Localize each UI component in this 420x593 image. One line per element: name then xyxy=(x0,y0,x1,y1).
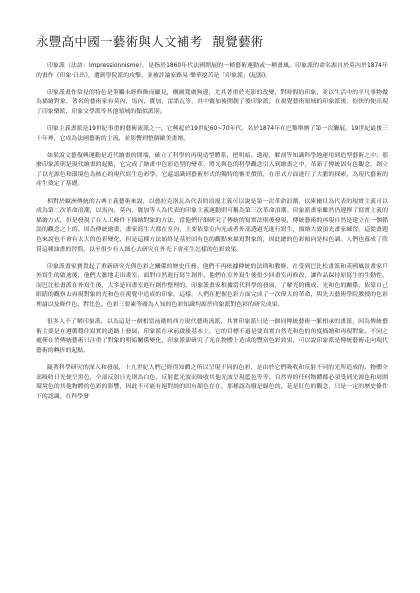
paragraph-3: 印象主義畫派是19世紀事重的藝術流派之一，它興起於19世紀60~70年代，名於1874年在巴黎舉辦了第一次聯展，19世紀最後三十年裡，它成為法國藝術的主流，並影響到整個歐美畫壇。 xyxy=(36,125,388,142)
paragraph-5: 相對於歐洲傳統的古典主義藝術來說，以德拉克洛瓦為代表的浪漫主義可以說是第一次革命浪潮，以庫爾貝為代表的現實主義可以成為第二次革命浪潮，以馬內、莫內、竇加等人為代表的印象主義運動則可稱為第三次革命浪潮。印象派畫家雖然仍遵擇了寫實主義的描繪方式，但是發現了在人工條件下描繪對象的方法，當他們仔細研究了傳統的寫實法則後發現，傳統藝術的再現自然是建立在一個錯誤的觀念之上的。因為傳統繪畫，畫家寫生大都在室內，主要依靠室內光或者外部透過光進行寫生，描繪大致頂光畫家練習。這從畫題色來說也不會有太大的色彩變化，但是這種方法始終是基於固有色的觀點來描寫對象的，因此總的色彩傾向是棕色調。人們也養成了欣賞這種油畫的習慣，以至很少有人細心去研究在外光下會產生怎樣的色彩效果。 xyxy=(36,198,388,253)
paragraph-6: 印象派畫家寶貴起了重新研究光與色彩之關係的歷史任務。他們不再依據傳統的法則和教條，在受到巴比松畫派和英國風景畫家戶外寫生的啟迪後，他們大膽地走出畫室，面對自然進行寫生創作。他們在室外寫生後很少回畫室再修改，讓作品保持原寫生的生動性。而巴比松畫派在外寫生後，大多是回畫室進行創作整理的。印象派畫家根據當代科學的發展，了解光的構成、光和色的關係、依靠自己眼睛的觀察去再現對象的光和色在視覺中造成的印象。這樣，人們在把握色彩方面完成了一次偉大的革命，與先天藝術學院教授的色彩理論以及條件色、對比色、色彩三要素等廣為人知的色彩知識均源於印象派對色彩的研究成果。 xyxy=(36,263,388,308)
document-page xyxy=(36,32,388,410)
paragraph-1: 印象派（法語：Impressionnisme），是指於1860年代法國開展的一種藝術運動或一種畫風。印象派的命名源自於莫內於1874年的畫作《印象·日出》，遭到學院派的攻擊，並被評論家路易·樂華挖苦是「印象派」(起源)。 xyxy=(36,63,388,79)
author-name: 靚覺藝術 xyxy=(212,34,264,49)
paragraph-7: 很多人不了解印象派，以為這是一個相當前衛的西方現代藝術流派，其實印象派只是一個同傳統藝術一脈相承的畫派，因為傳統藝術主要是在遵循穩住寫實的道路上發展，印象派在承前啟後基本上，它的目標不過是要真實自然光和色的角度描繪和再現對象。不同之處僅在於傳統藝術只注重了對象的明暗關係變化，印象派卻研究了光在物體上造成的豐富色彩效果，可以說印象派是傳統藝術走向現代藝術的轉折的起點。 xyxy=(36,319,388,354)
paragraph-4: 如果說文藝復興運動是近代繪畫的開端，確立了科學的再現造型體系，把明暗、透視、解剖等知識科學地運用到造型藝術之中；那麼印象派則是現代繪畫的起點，它完成了繪畫中色彩造型的變革，將光與色的科學觀念引入到繪畫之中，革新了傳統固有色觀念，創立了以光源色和環境色為核心的現代寫生色彩學。它還認識到藝術形式的獨特的審美價值，在形式方面進行了大膽的探索，為現代藝術的產生奠定了基礎。 xyxy=(36,152,388,188)
document-title xyxy=(36,32,388,50)
paragraph-2: 印象派畫作常見的特色是筆觸未經修飾而顯見，構圖寬廣無邊，尤其著重於光影的改變、對時間的印象，並以生活中的平凡事物做為描繪對象。著名的藝術家有莫內、馬內、竇加、雷諾瓦等，其中竇加後開創了後印象派。在視覺藝術領域的印象派後，很快的便出現了印象樂派、印象文學派等其他領域的類似派別。 xyxy=(36,89,388,115)
paragraph-8: 隨著科學研究的深入和發展，十九世紀人們已經得知體之所以呈現不同的色彩，是由於它們吸收和反射不同的光所造成的。物體全部吸收日光便呈黑色，全部反射日光則為白色，反射藍光波而吸收其他光波呈現藍色等等。自然界的任何物體都必須受到光源色和周圍環境色的其他物體的色彩的影響，因此不可能有絕對純的固有顏色存在，那種認為樹是綠色的，花是紅色的觀念，只是一定的歷史條件下的認識。在科學發 xyxy=(36,364,388,400)
title-text: 永豐高中國一藝術與人文補考 xyxy=(36,34,203,49)
